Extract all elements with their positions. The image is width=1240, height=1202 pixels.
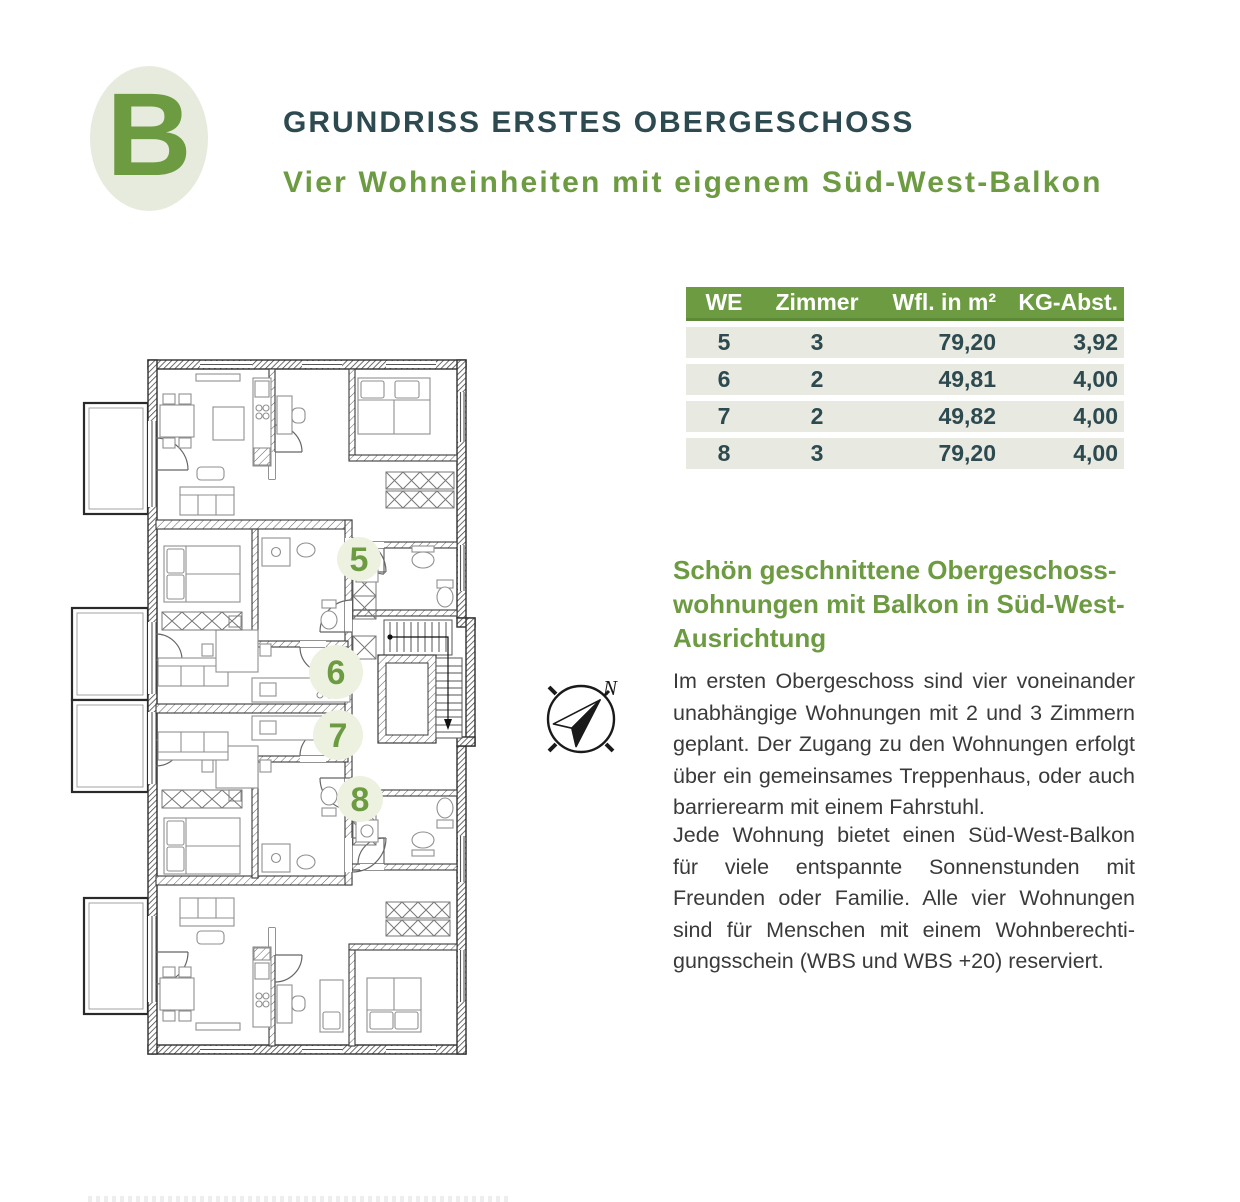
cell-we: 7	[717, 403, 731, 429]
wardrobe-apt8	[386, 902, 450, 936]
section-badge-letter: B	[106, 68, 192, 201]
article-paragraph-2: Jede Wohnung bietet einen Süd-West-Balkon für viele entspannte Sonnenstunden mit Freunden oder Familie. Alle vier Wohnungen sind für Menschen mit einem Wohnberechtigungsschein (WBS und WBS +20) reserviert.	[673, 823, 1135, 974]
apartment-badge-7	[313, 710, 363, 760]
svg-text:6: 6	[326, 654, 346, 692]
svg-text:8: 8	[350, 781, 370, 819]
balconies	[72, 403, 148, 1014]
apartment-badge-8	[337, 776, 383, 822]
apartment-badge-6	[309, 645, 363, 699]
cell-kg: 4,00	[1073, 403, 1118, 429]
unit-table	[686, 287, 1124, 469]
table-row	[686, 401, 1124, 432]
cell-wfl: 79,20	[938, 440, 996, 466]
cell-zimmer: 2	[810, 403, 824, 429]
column-header-we: WE	[705, 289, 743, 315]
article-paragraph-1: Im ersten Obergeschoss sind vier voneinander unabhängige Wohnungen mit 2 und 3 Zimmern geplant. Der Zugang zu den Wohnungen erfolgt über ein gemeinsames Treppenhaus, oder auch barrierearm mit einem Fahrstuhl.	[673, 669, 1135, 820]
cell-we: 6	[717, 366, 731, 392]
cell-zimmer: 3	[810, 329, 824, 355]
cell-kg: 4,00	[1073, 366, 1118, 392]
apartment-badge-5	[337, 537, 381, 581]
cell-wfl: 79,20	[938, 329, 996, 355]
page-subtitle: Vier Wohneinheiten mit eigenem Süd-West-Balkon	[283, 166, 1103, 199]
column-header-kg-abst: KG-Abst.	[1018, 289, 1118, 315]
cell-kg: 3,92	[1073, 329, 1118, 355]
svg-text:5: 5	[349, 541, 369, 579]
cropped-footer-text	[88, 1196, 508, 1202]
table-row	[686, 438, 1124, 469]
cell-zimmer: 3	[810, 440, 824, 466]
svg-text:7: 7	[328, 717, 348, 755]
table-row	[686, 364, 1124, 395]
column-header-wfl: Wfl. in m²	[892, 289, 996, 315]
article-heading: Schön geschnittene Obergeschosswohnungen mit Balkon in Süd-West-Ausrichtung	[673, 555, 1125, 653]
cell-we: 8	[717, 440, 731, 466]
compass-north-label: N	[603, 676, 618, 700]
column-header-zimmer: Zimmer	[775, 289, 859, 315]
floor-plan	[60, 350, 640, 1070]
unit-table-header-row	[686, 287, 1124, 321]
cell-we: 5	[717, 329, 731, 355]
cell-wfl: 49,81	[938, 366, 996, 392]
stairs-elevator	[378, 620, 462, 743]
cell-kg: 4,00	[1073, 440, 1118, 466]
table-row	[686, 327, 1124, 358]
compass-icon	[548, 676, 618, 752]
page-title: GRUNDRISS ERSTES OBERGESCHOSS	[283, 106, 915, 139]
section-badge	[90, 66, 208, 211]
cell-zimmer: 2	[810, 366, 824, 392]
cell-wfl: 49,82	[938, 403, 996, 429]
